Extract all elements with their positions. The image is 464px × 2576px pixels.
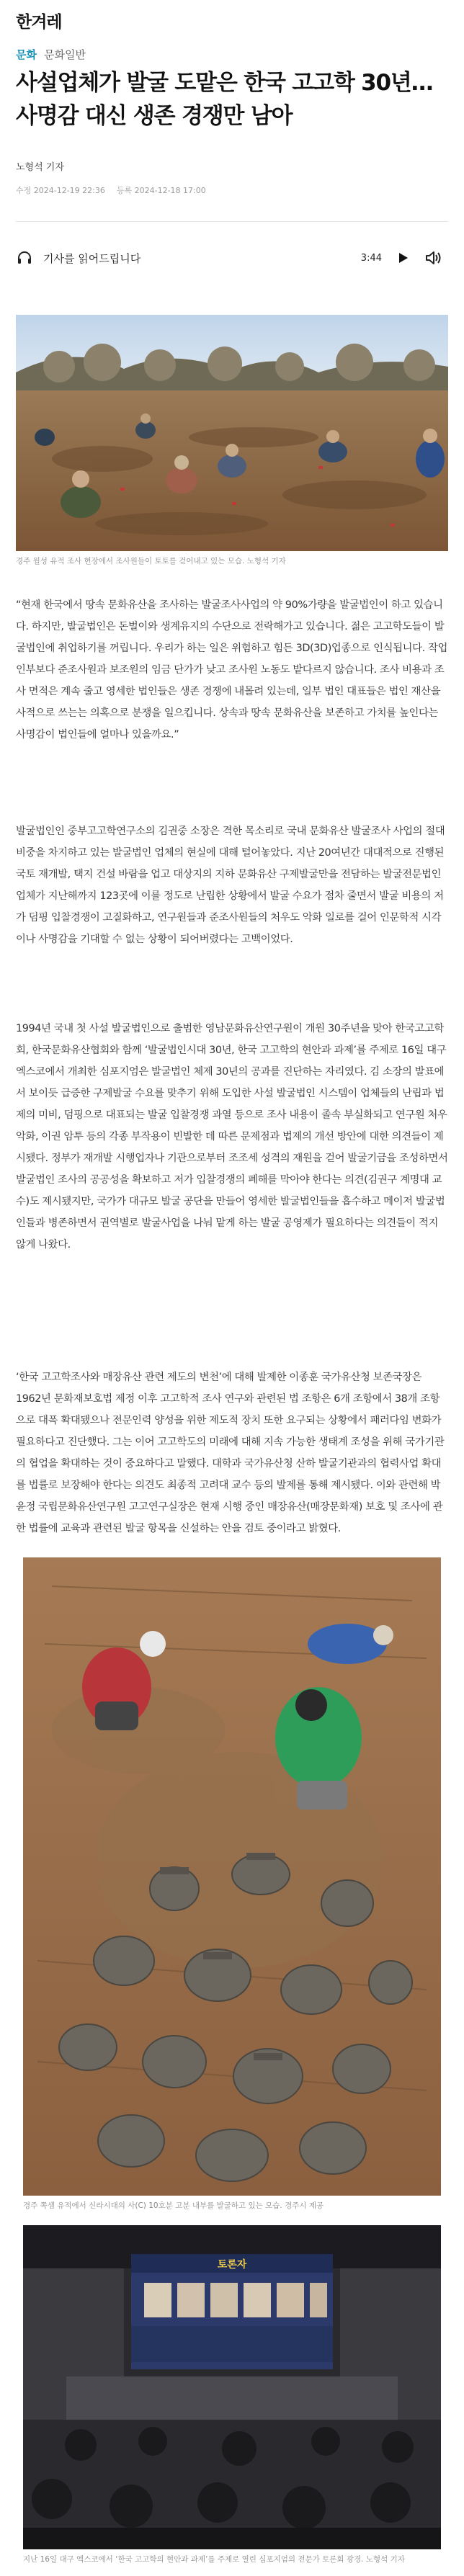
article-paragraph: 발굴법인인 중부고고학연구소의 김권중 소장은 격한 목소리로 국내 문화유산 발굴조사 사업의 절대 비중을 차지하고 있는 발굴법인 업체의 현실에 대해 털어놓았다. 지난 20여년간 대대적으로 진행된 국토 재개발, 택지 건설 바람을 업고 대상지의 지하 문화유산 구제발굴만을 전담하는 발굴전문법인 업체가 지난해까지 123곳에 이를 정도로 난립한 상황에서 발굴 수요가 점차 줄면서 발굴 비용의 저가 덤핑 입찰경쟁이 고질화하고, 연구원들과 준조사원들의 처우도 악화 일로를 걸어 인문학적 시각이나 사명감을 기대할 수 없는 상황이 되어버렸다는 고백이었다. (16, 826, 445, 945)
figure-excavation-site (16, 315, 448, 567)
site-logo[interactable] (16, 7, 102, 33)
header-divider (16, 221, 448, 222)
article-paragraph: ‘한국 고고학조사와 매장유산 관련 제도의 변천’에 대해 발제한 이종훈 국가유산청 보존국장은 1962년 문화재보호법 제정 이후 고고학적 조사 연구와 관련된 법 조항은 6개 조항에서 38개 조항으로 대폭 확대됐으나 전문인력 양성을 위한 제도적 장치 또한 요구되는 상황에서 패러다임 변화가 필요하다고 진단했다. 그는 이어 고고학도의 미래에 대해 지속 가능한 생태계 조성을 위해 국가기관의 협업을 확대하는 것이 중요하다고 말했다. 대학과 국가유산청 산하 발굴기관과의 협력사업 확대를 법률로 보장해야 한다는 의견도 최종적 고려대 교수 등의 발제를 통해 제시됐다. 이와 관련해 박윤정 국립문화유산연구원 고고연구실장은 현재 시행 중인 매장유산(매장문화재) 보호 및 조사에 관한 법률에 교육과 관련된 발굴 항목을 신설하는 안을 검토 중이라고 밝혔다. (16, 1372, 445, 1534)
article-paragraph: 1994년 국내 첫 사설 발굴법인으로 출범한 영남문화유산연구원이 개원 30주년을 맞아 한국고고학회, 한국문화유산협회와 함께 ‘발굴법인시대 30년, 한국 고고학의 현안과 과제’를 주제로 16일 대구 엑스코에서 개최한 심포지엄은 발굴법인 체제 30년의 공과를 진단하는 자리였다. 김 소장의 발표에서 보이듯 급증한 구제발굴 수요를 맞추기 위해 도입한 사설 발굴법인 시스템이 업체들의 난립과 법제의 미비, 덤핑으로 대표되는 발굴 입찰경쟁 과열 등으로 조사 내용이 졸속 부실화되고 연구원 처우 악화, 이권 암투 등의 각종 부작용이 빈발한 데 따른 문제점과 법제의 개선 방안에 대한 의견들이 제시됐다. 정부가 재개발 시행업자나 기관으로부터 조조세 성격의 재원을 걷어 발굴기금을 조성하면서 발굴법인 조사의 공공성을 확보하고 저가 입찰경쟁의 폐해를 막아야 한다는 의견(김권구 계명대 교수)도 제시됐지만, 국가가 대규모 발굴 공단을 만들어 영세한 발굴법인들을 흡수하고 메이저 발굴법인들과 병존하면서 권역별로 발굴사업을 나눠 맡게 하는 발굴 공영제가 필요하다는 의견들이 적지 않게 나왔다. (16, 1023, 448, 1251)
breadcrumb (16, 46, 86, 62)
headphone-icon (16, 249, 33, 267)
volume-icon[interactable] (425, 250, 442, 266)
play-icon[interactable] (396, 251, 409, 264)
modified-date: 수정 2024-12-19 22:36 (16, 186, 105, 195)
figure-caption: 경주 월성 유적 조사 현장에서 조사원들이 토토를 걷어내고 있는 모습. 노형석 기자 (16, 557, 286, 565)
photo-tomb-excavation (23, 1557, 441, 2196)
figure-symposium (16, 2225, 448, 2565)
audio-player-label: 기사를 읽어드립니다 (43, 251, 141, 265)
figure-caption: 경주 쪽샘 유적에서 신라시대의 사(C) 10호분 고분 내부를 발굴하고 있는 모습. 경주시 제공 (23, 2201, 324, 2210)
slide-banner: 토론자 (217, 2259, 247, 2271)
breadcrumb-subsection-link[interactable]: 문화일반 (43, 48, 86, 61)
article-paragraph: “현재 한국에서 땅속 문화유산을 조사하는 발굴조사사업의 약 90%가량을 발굴법인이 하고 있습니다. 하지만, 발굴법인은 돈벌이와 생계유지의 수단으로 전락해가고 있습니다. 젊은 고고학도들이 발굴법인에 취업하기를 꺼립니다. 우리가 하는 일은 위험하고 힘든 3D(3D)업종으로 인식됩니다. 작업 인부보다 준조사원과 보조원의 임금 단가가 낮고 조사원 노동도 밭다르지 않습니다. 조사 비용과 조사 면적은 계속 줄고 영세한 법인들은 생존 경쟁에 내몰려 있는데, 일부 법인 대표들은 법인 재산을 사적으로 쓰는는 의혹으로 분쟁을 일으킵니다. 상속과 땅속 문화유산을 보존하고 가치를 높인다는 사명감이 법인들에 얼마나 있을까요.” (16, 599, 447, 741)
photo-symposium (23, 2225, 441, 2549)
article-dates (16, 184, 206, 196)
audio-duration: 3:44 (360, 252, 382, 264)
photo-excavation-site (16, 315, 448, 551)
article-title: 사설업체가 발굴 도맡은 한국 고고학 30년…사명감 대신 생존 경쟁만 남아 (16, 70, 433, 129)
site-logo-text: 한겨레 (16, 12, 62, 32)
breadcrumb-section-link[interactable]: 문화 (16, 48, 37, 61)
registered-date: 등록 2024-12-18 17:00 (116, 186, 206, 195)
figure-caption: 지난 16일 대구 엑스코에서 ‘한국 고고학의 현안과 과제’를 주제로 열린 심포지엄의 전문가 토론회 광경. 노형석 기자 (23, 2555, 405, 2564)
author-link[interactable]: 노형석 기자 (16, 162, 64, 173)
figure-tomb-excavation (16, 1557, 448, 2211)
article-audio-player[interactable] (16, 245, 448, 271)
